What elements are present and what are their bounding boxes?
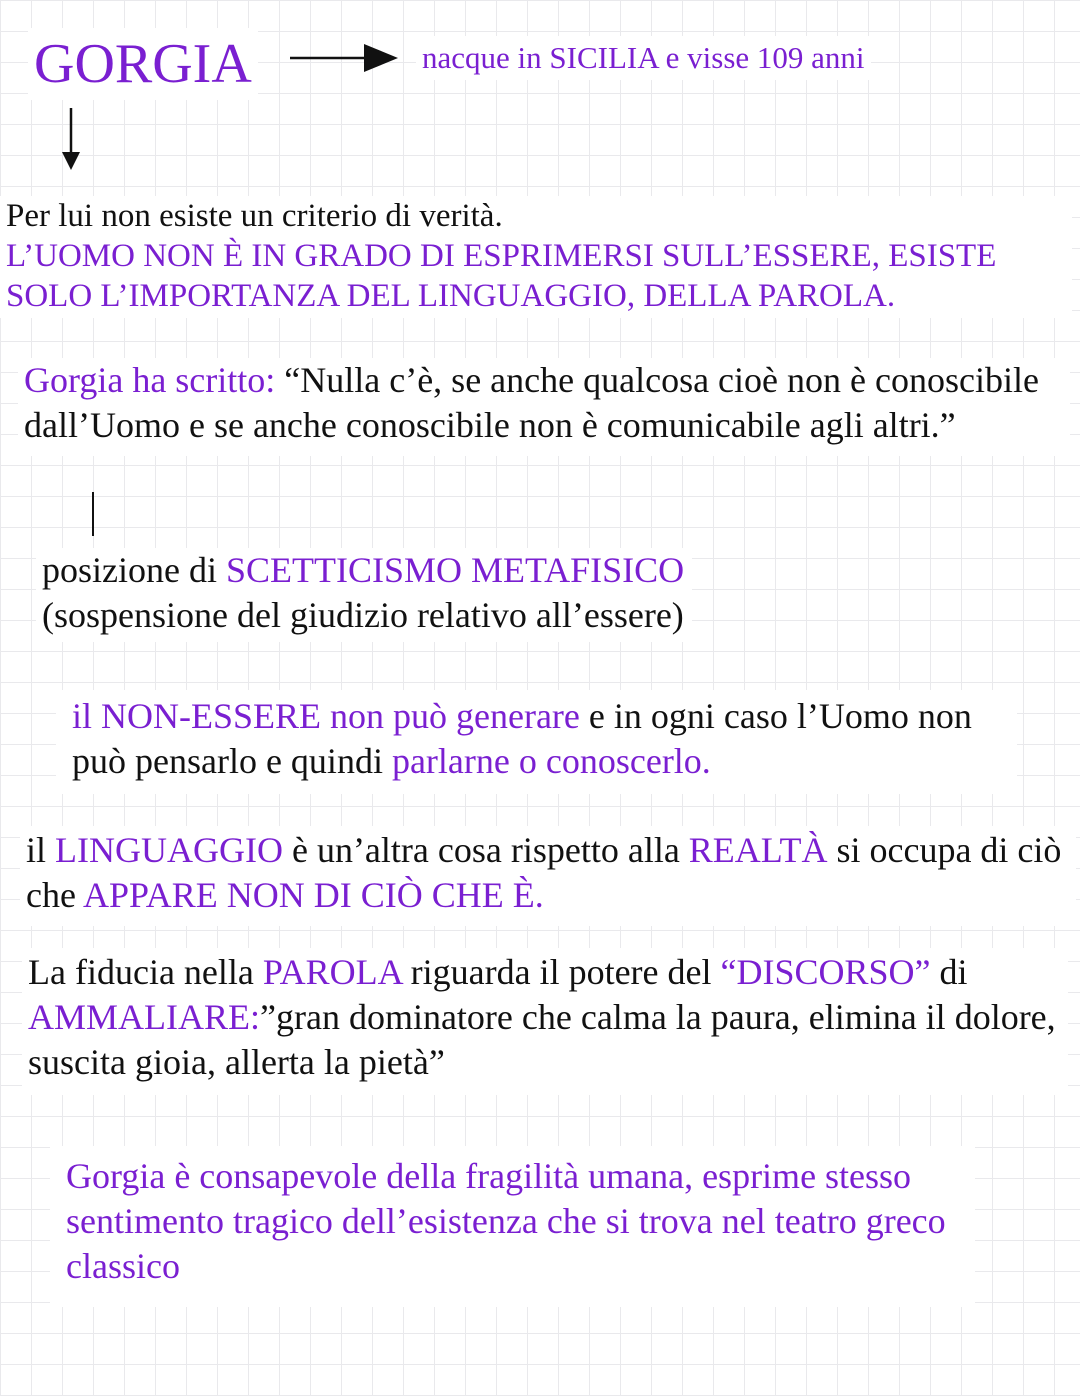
page-title: GORGIA	[28, 28, 258, 100]
skepticism-term: SCETTICISMO METAFISICO	[225, 550, 685, 590]
word-term: PAROLA	[262, 952, 402, 992]
word-trust-paragraph	[22, 948, 1068, 1095]
language-term: LINGUAGGIO	[55, 830, 283, 870]
skepticism-paragraph	[36, 548, 692, 642]
discourse-term: “DISCORSO”	[720, 952, 931, 992]
word-text: riguarda il potere del	[401, 952, 721, 992]
word-lead: La fiducia nella	[28, 952, 263, 992]
language-importance-text: L’UOMO NON È IN GRADO DI ESPRIMERSI SULL’ESSERE, ESISTE SOLO L’IMPORTANZA DEL LINGUAGGIO, DELLA PAROLA.	[6, 238, 997, 314]
connector-line	[92, 492, 94, 536]
non-being-paragraph	[56, 690, 1017, 794]
gorgia-quote-paragraph	[18, 358, 1070, 456]
word-text-2: di	[930, 952, 968, 992]
language-lead: il	[26, 830, 56, 870]
skepticism-explanation: (sospensione del giudizio relativo all’essere)	[42, 595, 684, 635]
non-being-term: il NON-ESSERE non può generare	[72, 696, 580, 736]
discourse-quote: ”gran dominatore che calma la paura, elimina il dolore, suscita gioia, allerta la pietà”	[28, 997, 1056, 1082]
quote-prefix: Gorgia ha scritto:	[24, 360, 276, 400]
enchant-term: AMMALIARE:	[28, 997, 260, 1037]
quote-text: “Nulla c’è, se anche qualcosa cioè non è conoscibile dall’Uomo e se anche conoscibile non è comunicabile agli altri.”	[24, 360, 1039, 445]
language-text: è un’altra cosa rispetto alla	[282, 830, 689, 870]
truth-criterion-paragraph	[0, 196, 1072, 318]
language-reality-paragraph	[20, 826, 1076, 926]
arrow-right-icon	[290, 43, 400, 73]
reality-term: REALTÀ	[688, 830, 828, 870]
appearance-term: APPARE NON DI CIÒ CHE È.	[82, 875, 544, 915]
non-being-conclusion: parlarne o conoscerlo.	[391, 741, 711, 781]
tragic-sentiment-paragraph: Gorgia è consapevole della fragilità umana, esprime stesso sentimento tragico dell’esistenza che si trova nel teatro greco classico	[50, 1146, 975, 1307]
truth-criterion-text: Per lui non esiste un criterio di verità.	[6, 198, 503, 234]
arrow-down-icon	[58, 108, 84, 172]
language-text-2: si occupa di ciò che	[26, 830, 1062, 915]
skepticism-lead: posizione di	[42, 550, 226, 590]
non-being-text: e in ogni caso l’Uomo non può pensarlo e quindi	[72, 696, 972, 781]
birth-note: nacque in SICILIA e visse 109 anni	[416, 36, 871, 80]
